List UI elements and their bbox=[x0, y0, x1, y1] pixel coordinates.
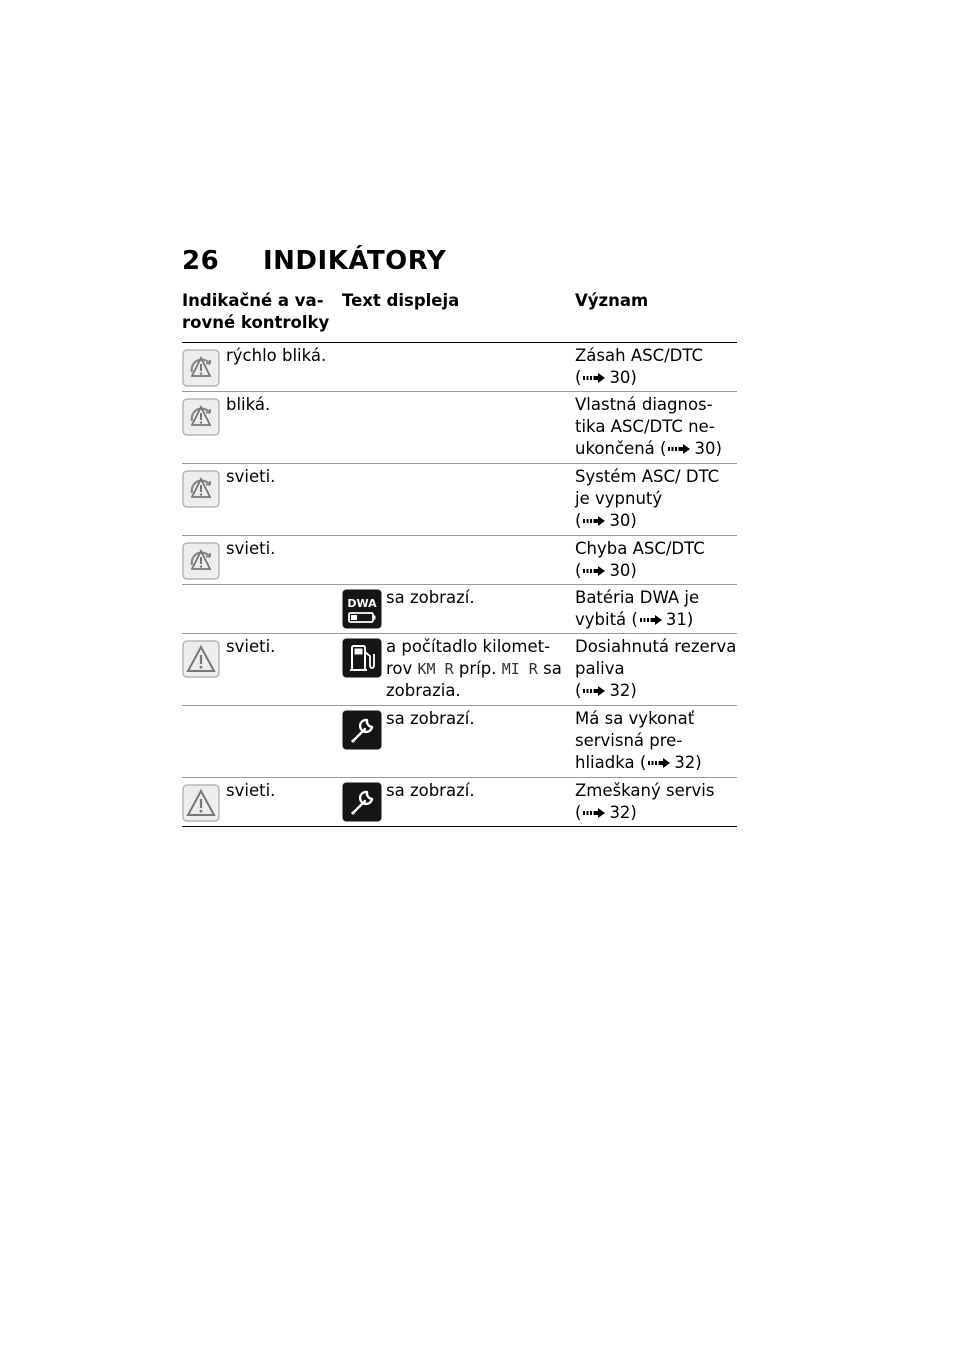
meaning-cell: Chyba ASC/DTC ( 30) bbox=[575, 539, 705, 580]
display-text: sa zobrazí. bbox=[386, 781, 475, 800]
page-reference-arrow-icon bbox=[583, 686, 607, 696]
display-text-part: príp. bbox=[458, 659, 497, 678]
general-warning-icon bbox=[182, 784, 220, 822]
page-reference[interactable]: 30) bbox=[609, 511, 637, 530]
general-warning-icon bbox=[182, 640, 220, 678]
meaning-cell: Má sa vykonať servisná pre-hliadka ( 32) bbox=[575, 709, 702, 772]
page-reference-arrow-icon bbox=[648, 758, 672, 768]
meaning-text: Batéria DWA je vybitá bbox=[575, 588, 700, 629]
page-reference-arrow-icon bbox=[583, 566, 607, 576]
meaning-text: Zásah ASC/DTC bbox=[575, 346, 704, 365]
dwa-battery-icon bbox=[342, 589, 382, 629]
display-text-part: sa zobrazia. bbox=[386, 659, 562, 700]
page-reference[interactable]: 30) bbox=[694, 439, 722, 458]
column-header-meaning: Význam bbox=[575, 291, 649, 310]
display-code-mi: MI R bbox=[501, 660, 538, 678]
lamp-state: svieti. bbox=[226, 637, 276, 656]
display-text: sa zobrazí. bbox=[386, 588, 475, 607]
meaning-cell: Zásah ASC/DTC ( 30) bbox=[575, 346, 704, 387]
asc-warning-icon bbox=[182, 349, 220, 387]
page-reference-arrow-icon bbox=[640, 615, 664, 625]
page-reference-arrow-icon bbox=[583, 373, 607, 383]
page-reference-arrow-icon bbox=[583, 808, 607, 818]
page-reference[interactable]: 31) bbox=[665, 610, 694, 629]
page-reference[interactable]: 32) bbox=[609, 803, 637, 822]
display-text-part: a počítadlo kilomet-rov bbox=[386, 637, 551, 678]
lamp-state: svieti. bbox=[226, 781, 276, 800]
page-reference[interactable]: 32) bbox=[674, 753, 702, 772]
page-reference[interactable]: 30) bbox=[609, 561, 637, 580]
column-header-display-text: Text displeja bbox=[342, 291, 460, 310]
asc-warning-icon bbox=[182, 470, 220, 508]
display-text: sa zobrazí. bbox=[386, 709, 475, 728]
wrench-icon bbox=[342, 782, 382, 822]
table-row bbox=[182, 634, 737, 706]
table-row bbox=[182, 343, 737, 392]
meaning-cell: Zmeškaný servis ( 32) bbox=[575, 781, 715, 822]
lamp-state: svieti. bbox=[226, 539, 276, 558]
meaning-cell: Vlastná diagnos-tika ASC/DTC ne-ukončená ( 30) bbox=[575, 395, 722, 458]
table-row bbox=[182, 464, 737, 536]
asc-warning-icon bbox=[182, 542, 220, 580]
column-header-lamps: Indikačné a va-rovné kontrolky bbox=[182, 291, 330, 332]
meaning-text: Dosiahnutá rezerva paliva bbox=[575, 637, 737, 678]
lamp-state: rýchlo bliká. bbox=[226, 346, 327, 365]
display-text bbox=[386, 636, 571, 702]
table-row bbox=[182, 392, 737, 464]
wrench-icon bbox=[342, 710, 382, 750]
page-reference-arrow-icon bbox=[583, 516, 607, 526]
table-row bbox=[182, 778, 737, 827]
page-number: 26 bbox=[182, 246, 220, 276]
meaning-text: Systém ASC/ DTC je vypnutý bbox=[575, 467, 720, 508]
asc-warning-icon bbox=[182, 398, 220, 436]
meaning-text: Chyba ASC/DTC bbox=[575, 539, 705, 558]
indicator-table bbox=[182, 290, 737, 827]
page-title: INDIKÁTORY bbox=[263, 246, 447, 276]
meaning-cell: Dosiahnutá rezerva paliva ( 32) bbox=[575, 637, 737, 700]
table-row bbox=[182, 536, 737, 585]
meaning-cell: Systém ASC/ DTC je vypnutý ( 30) bbox=[575, 467, 720, 530]
page-reference[interactable]: 32) bbox=[609, 681, 637, 700]
lamp-state: svieti. bbox=[226, 467, 276, 486]
table-header bbox=[182, 290, 737, 343]
meaning-text: Zmeškaný servis bbox=[575, 781, 715, 800]
meaning-cell: Batéria DWA je vybitá ( 31) bbox=[575, 588, 700, 629]
table-row bbox=[182, 585, 737, 634]
display-code-km: KM R bbox=[417, 660, 454, 678]
fuel-pump-icon bbox=[342, 638, 382, 678]
table-row bbox=[182, 706, 737, 778]
lamp-state: bliká. bbox=[226, 395, 271, 414]
page-reference[interactable]: 30) bbox=[609, 368, 637, 387]
page-reference-arrow-icon bbox=[668, 444, 692, 454]
meaning-text: Má sa vykonať servisná pre-hliadka bbox=[575, 709, 695, 772]
meaning-text: Vlastná diagnos-tika ASC/DTC ne-ukončená bbox=[575, 395, 715, 458]
